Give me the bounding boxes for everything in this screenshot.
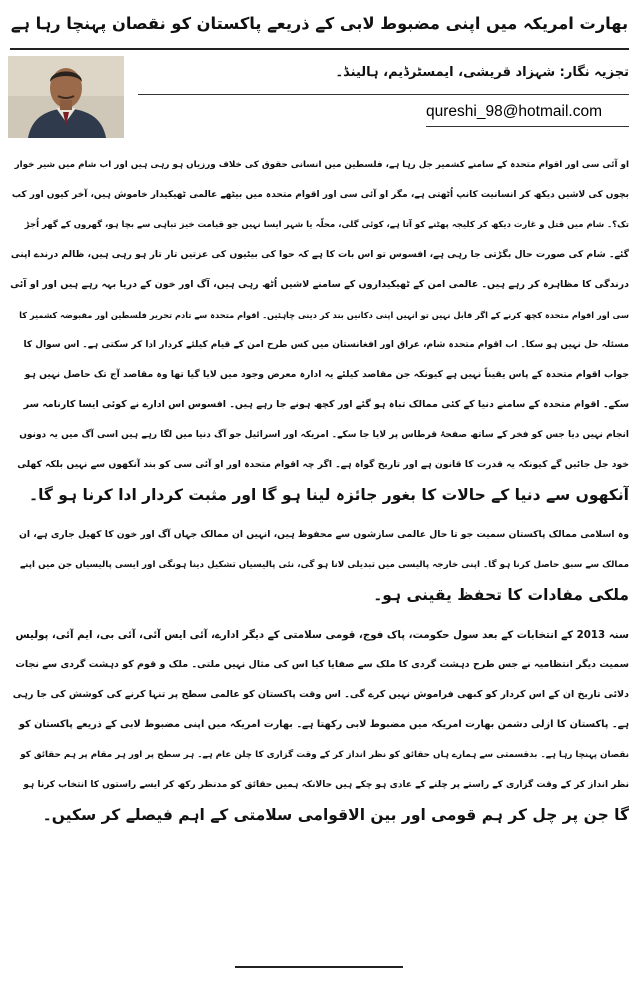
text-line: سکے۔ اقوام متحدہ کے سامنے دنیا کے کئی ممالک تباہ ہو گئے اور کچھ ہونے جا رہے ہیں۔ افسوس اس ادارے نے کوئی ایسا کارنامہ سر	[23, 399, 629, 410]
text-line: سمیت دیگر انتظامیہ نے جس طرح دہشت گردی کا ملک سے صفایا کیا اس کی مثال نہیں ملتی۔ ملک و قوم کو دہشت گردی سے نجات	[15, 659, 629, 670]
text-line: دلائی تاریخ ان کے اس کردار کو کبھی فراموش نہیں کرے گی۔ اس وقت پاکستان کو عالمی سطح پر تنہا کرنے کی کوشش کی جا رہی	[12, 689, 629, 700]
text-line: جواب اقوام متحدہ کے پاس یقیناً نہیں ہے کیونکہ جن مقاصد کیلئے یہ ادارہ معرض وجود میں لایا گیا تھا وہ مقاصد آج تک حاصل نہیں ہو	[24, 369, 629, 380]
text-line: آنکھوں سے دنیا کے حالات کا بغور جائزہ لینا ہو گا اور مثبت کردار ادا کرنا ہو گا۔	[29, 486, 629, 504]
text-line: گا جن پر چل کر ہم قومی اور بین الاقوامی سلامتی کے اہم فیصلے کر سکیں۔	[42, 806, 629, 824]
article-paragraph	[10, 150, 629, 510]
text-line: او آئی سی اور اقوام متحدہ کے سامنے کشمیر جل رہا ہے، فلسطین میں انسانی حقوق کی خلاف ورزیاں ہو رہی ہیں اور اب شام میں شیر خوار	[14, 160, 629, 170]
article-paragraph	[10, 520, 629, 610]
headline-divider	[10, 48, 629, 50]
text-line: بچوں کی لاشیں دیکھ کر انسانیت کانپ اُٹھتی ہے، مگر او آئی سی اور اقوام متحدہ میں بیٹھے عالمی ٹھیکیدار خاموش ہیں، آخر کیوں اور کب	[11, 190, 629, 200]
text-line: وہ اسلامی ممالک پاکستان سمیت جو تا حال عالمی سازشوں سے محفوظ ہیں، انہیں ان ممالک جہاں آگ اور خون کا کھیل جاری ہے، ان	[18, 529, 629, 540]
text-line: نقصان پہنچا رہا ہے۔ بدقسمتی سے ہمارے ہاں حقائق کو نظر انداز کر کے وقت گزاری کا چلن عام ہے۔ ہر سطح پر اور ہر مقام پر ہم حقائق کو	[20, 750, 629, 760]
text-line: نظر انداز کر کے وقت گزاری کے راستے پر چلنے کے عادی ہو چکے ہیں حالانکہ ہمیں حقائق کو مدنظر رکھ کر ایسے راستوں کا انتخاب کرنا ہو	[23, 780, 629, 790]
text-line: ملکی مفادات کا تحفظ یقینی ہو۔	[373, 586, 629, 604]
article-headline: بھارت امریکہ میں اپنی مضبوط لابی کے ذریعے پاکستان کو نقصان پہنچا رہا ہے	[10, 14, 629, 33]
article-paragraph	[10, 620, 629, 830]
text-line: تک؟۔ شام میں قتل و غارت دیکھ کر کلیجہ پھٹنے کو آتا ہے، کوئی گلی، محلّہ یا شہر ایسا نہیں جو قیامت خیز تباہی سے بچا ہو، گھروں کے گھر اُجڑ	[24, 220, 629, 230]
author-email: qureshi_98@hotmail.com	[426, 103, 602, 120]
text-line: انجام نہیں دیا جس کو فخر کے ساتھ صفحۂ قرطاس پر لایا جا سکے۔ امریکہ اور اسرائیل جو آگ دنیا میں لگا رہے ہیں اسی آگ میں یہ دونوں	[19, 430, 629, 440]
text-line: سنہ 2013 کے انتخابات کے بعد سول حکومت، پاک فوج، قومی سلامتی کے دیگر ادارے، آئی ایس آئی، آئی بی، ایم آئی، پولیس	[15, 629, 629, 641]
text-line: خود جل جائیں گے کیونکہ یہ قدرت کا قانون ہے اور تاریخ گواہ ہے۔ اگر چہ اقوام متحدہ اور او آئی سی کو بند آنکھوں سے نہیں بلکہ کھلی	[17, 459, 629, 470]
article-body	[10, 150, 629, 830]
author-photo	[8, 56, 124, 138]
text-line: گئے۔ شام کی صورت حال بگڑتی جا رہی ہے، افسوس تو اس بات کا ہے کہ حوا کی بیٹیوں کی عزتیں تار تار ہو رہی ہیں، ظالم درندے اپنی	[10, 249, 629, 260]
text-line: ممالک سے سبق حاصل کرنا ہو گا۔ اپنی خارجہ پالیسی میں تبدیلی لانا ہو گی، نئی پالیسیاں تشکیل دینا ہونگی اور ایسی پالیسیاں جن میں اپنے	[20, 560, 629, 570]
text-line: ہے۔ پاکستان کا ازلی دشمن بھارت امریکہ میں مضبوط لابی رکھتا ہے۔ بھارت امریکہ میں اپنی مضبوط لابی کے ذریعے پاکستان کو	[18, 719, 629, 730]
article-end-divider	[235, 966, 403, 968]
text-line: درندگی کا مظاہرہ کر رہے ہیں۔ عالمی امن کے ٹھیکیداروں کے سامنے لاشیں اُٹھ رہی ہیں، آگ اور خون کے دریا بہہ رہے ہیں اور او آئی	[10, 279, 629, 290]
email-divider	[426, 126, 629, 127]
text-line: مسئلہ حل نہیں ہو سکا۔ اب اقوام متحدہ شام، عراق اور افغانستان میں کس طرح امن کے قیام کیلئے کردار ادا کر سکتی ہے۔ اس سوال کا	[23, 340, 629, 350]
author-byline: تجزیہ نگار: شہزاد قریشی، ایمسٹرڈیم، ہالینڈ۔	[335, 65, 629, 80]
byline-divider	[138, 94, 629, 95]
text-line: سی اور اقوام متحدہ کچھ کرنے کے اگر قابل نہیں تو انہیں اپنی دکانیں بند کر دینی چاہئیں۔ اقوام متحدہ سے تادم تحریر فلسطین اور مقبوضہ کشمیر کا	[19, 310, 629, 320]
